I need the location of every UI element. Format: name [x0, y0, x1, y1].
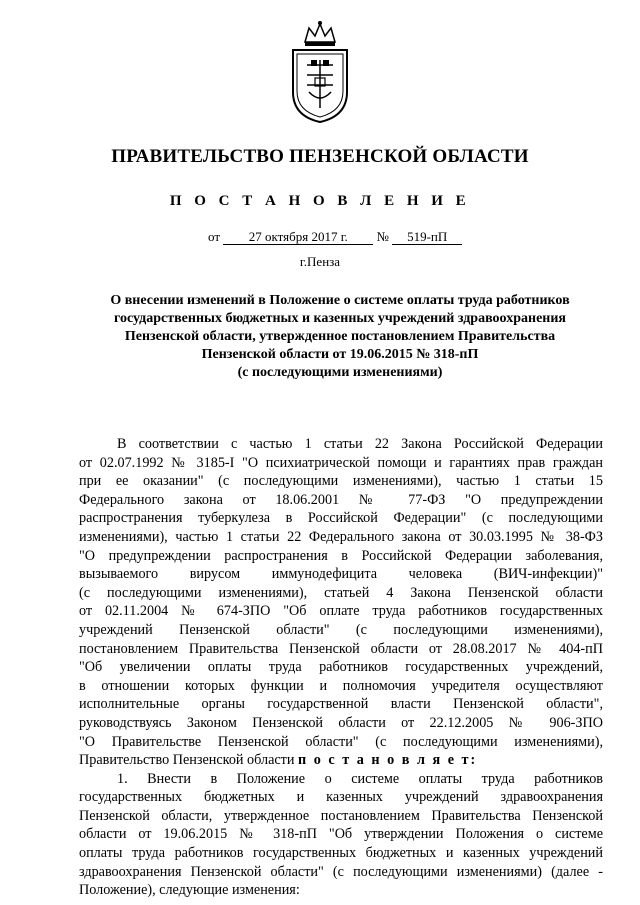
title-line: государственных бюджетных и казенных учреждений здравоохранения [114, 311, 566, 326]
city: г.Пенза [299, 254, 341, 269]
body-line: В соответствии с частью 1 статьи 22 Закона Российской Федерации [117, 436, 603, 452]
document-date: 27 октября 2017 г. [223, 230, 373, 245]
body-line: (с последующими изменениями), статьей 4 Закона Пензенской области [79, 584, 603, 601]
resolve-line [79, 751, 603, 770]
body-line: от 02.07.1992 № 3185-I "О психиатрической помощи и гарантиях прав граждан [79, 454, 603, 471]
government-name: ПРАВИТЕЛЬСТВО ПЕНЗЕНСКОЙ ОБЛАСТИ [111, 146, 529, 167]
title-line: Пензенской области от 19.06.2015 № 318-пП [201, 347, 479, 362]
body-line: в отношении которых функции и полномочия учредителя осуществляют [79, 677, 603, 694]
date-number-line [208, 229, 462, 245]
document-number: 519-пП [392, 230, 462, 245]
item-line: Положение), следующие изменения: [79, 882, 300, 899]
item-line: государственных бюджетных и казенных учреждений здравоохранения [79, 789, 603, 806]
item-line: оплаты труда работников государственных бюджетных и казенных учреждений [79, 845, 603, 862]
body-line: "О предупреждении распространения в Российской Федерации заболевания, [79, 547, 603, 564]
resolve-text: Правительство Пензенской области [79, 752, 295, 769]
body-line: изменениями), частью 1 статьи 22 Федерального закона от 30.03.1995 № 38-ФЗ [79, 528, 603, 545]
item-line: здравоохранения Пензенской области" (с последующими изменениями) (далее - [79, 863, 603, 880]
document-title [80, 292, 600, 382]
body-line: распространения туберкулеза в Российской Федерации" (с последующими [79, 510, 603, 527]
body-line: учреждений Пензенской области" (с последующими изменениями), [79, 621, 603, 638]
resolve-keyword: п о с т а н о в л я е т: [298, 752, 478, 769]
body-line: Федерального закона от 18.06.2001 № 77-ФЗ "О предупреждении [79, 491, 603, 508]
document-body [79, 435, 603, 900]
body-line: вызываемого вирусом иммунодефицита человека (ВИЧ-инфекции)" [79, 566, 603, 583]
title-line: О внесении изменений в Положение о системе оплаты труда работников [110, 293, 570, 308]
title-line: (с последующими изменениями) [237, 365, 443, 380]
coat-of-arms-emblem [285, 20, 355, 125]
body-line: от 02.11.2004 № 674-ЗПО "Об оплате труда работников государственных [79, 603, 603, 620]
body-line: "Об увеличении оплаты труда работников государственных учреждений, [79, 659, 603, 676]
body-line: исполнительные органы государственной власти Пензенской области", [79, 696, 603, 713]
item-line: Пензенской области, утвержденное постановлением Правительства Пензенской [79, 807, 603, 824]
date-prefix: от [208, 229, 221, 244]
number-prefix: № [376, 229, 389, 244]
body-line: руководствуясь Законом Пензенской области от 22.12.2005 № 906-ЗПО [79, 714, 603, 731]
body-line: "О Правительстве Пензенской области" (с последующими изменениями), [79, 733, 603, 750]
title-line: Пензенской области, утвержденное постановлением Правительства [124, 329, 556, 344]
body-line: постановлением Правительства Пензенской области от 28.08.2017 № 404-пП [79, 640, 603, 657]
document-type: П О С Т А Н О В Л Е Н И Е [169, 193, 471, 209]
body-line: при ее оказании" (с последующими изменениями), частью 1 статьи 15 [79, 473, 603, 490]
item-line: 1. Внести в Положение о системе оплаты труда работников [117, 770, 603, 787]
item-line: области от 19.06.2015 № 318-пП "Об утверждении Положения о системе [79, 826, 603, 843]
